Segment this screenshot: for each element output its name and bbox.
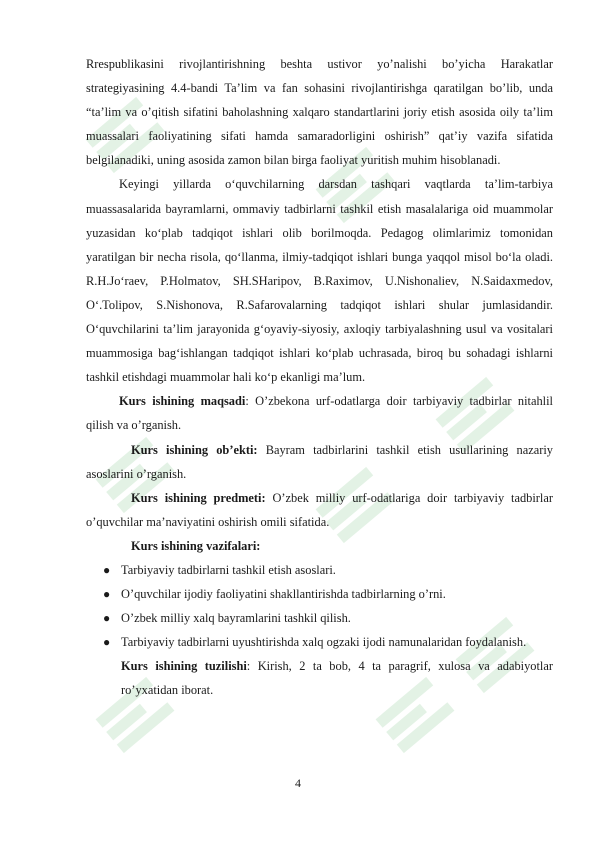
list-item (86, 558, 553, 582)
course-tasks-list (86, 558, 553, 654)
task-text: Tarbiyaviy tadbirlarni tashkil etish asoslari. (121, 562, 336, 577)
paragraph-research: Keyingi yillarda o‘quvchilarning darsdan tashqari vaqtlarda ta’lim-tarbiya muassasalarida bayramlarni, ommaviy tadbirlarni tashkil etish masalalariga oid muammolar yuzasidan ko‘plab tadqiqot ishlari olib borilmoqda. Pedagog olimlarimiz tomonidan yaratilgan bir necha risola, qo‘llanma, ilmiy-tadqiqot ishlari bunga yaqqol misol bo‘la oladi. R.H.Jo‘raev, P.Holmatov, SH.SHaripov, B.Raximov, U.Nishonaliev, N.Saidaxmedov, O‘.Tolipov, S.Nishonova, R.Safarovalarning tadqiqot ishlari shular jumlasidandir. O‘quvchilarini ta’lim jarayonida g‘oyaviy-siyosiy, axloqiy tarbiyalashning usul va vositalari muammosiga bag‘ishlangan tadqiqot ishlari ko‘plab uchrasada, biroq bu sohadagi ishlarni tashkil etishdagi muammolar hali ko‘p ekanligi ma’lum. (86, 177, 553, 385)
document-body (86, 52, 553, 703)
course-subject-text: O’zbek milliy urf-odatlariga doir tarbiyaviy tadbirlar o’quvchilar ma’naviyatini oshirish omili sifatida. (86, 490, 553, 529)
course-goal (86, 389, 553, 437)
paragraph-strategy: Rrespublikasini rivojlantirishning beshta ustivor yo’nalishi bo’yicha Harakatlar strategiyasining 4.4-bandi Ta’lim va fan sohasini rivojlantirishga qaratilgan bo’lib, unda “ta’lim va o’qitish sifatini baholashning xalqaro standartlarini joriy etish asosida oily ta’lim muassalari faoliyatining sifati hamda samaradorligini oshirish” qat’iy vazifa sifatida belgilanadiki, uning asosida zamon bilan birga faoliyat yuritish muhim hisoblanadi. (86, 57, 553, 168)
course-subject (86, 486, 553, 534)
list-item (86, 582, 553, 606)
bullet-icon: ● (103, 587, 111, 602)
course-tasks-heading: Kurs ishining vazifalari: (131, 538, 261, 553)
page-number: 4 (295, 776, 301, 790)
course-object-text: Bayram tadbirlarini tashkil etish usullarining nazariy asoslarini o’rganish. (86, 442, 553, 481)
course-object (86, 438, 553, 486)
task-text: O’quvchilar ijodiy faoliyatini shakllantirishda tadbirlarning o’rni. (121, 587, 446, 602)
course-goal-label: Kurs ishining maqsadi (119, 394, 246, 409)
bullet-icon: ● (103, 635, 111, 650)
course-subject-label: Kurs ishining predmeti: (131, 490, 266, 505)
bullet-icon: ● (103, 611, 111, 626)
course-structure-label: Kurs ishining tuzilishi (121, 659, 247, 674)
course-structure-text: : Kirish, 2 ta bob, 4 ta paragrif, xulosa va adabiyotlar ro’yxatidan iborat. (121, 659, 553, 698)
course-object-label: Kurs ishining ob’ekti: (131, 442, 258, 457)
bullet-icon: ● (103, 562, 111, 577)
course-structure (86, 654, 553, 702)
list-item (86, 606, 553, 630)
task-text: Tarbiyaviy tadbirlarni uyushtirishda xalq ogzaki ijodi namunalaridan foydalanish. (121, 635, 527, 650)
course-goal-text: : O’zbekona urf-odatlarga doir tarbiyaviy tadbirlar nitahlil qilish va o’rganish. (86, 394, 553, 433)
task-text: O’zbek milliy xalq bayramlarini tashkil qilish. (121, 611, 351, 626)
list-item (86, 630, 553, 654)
